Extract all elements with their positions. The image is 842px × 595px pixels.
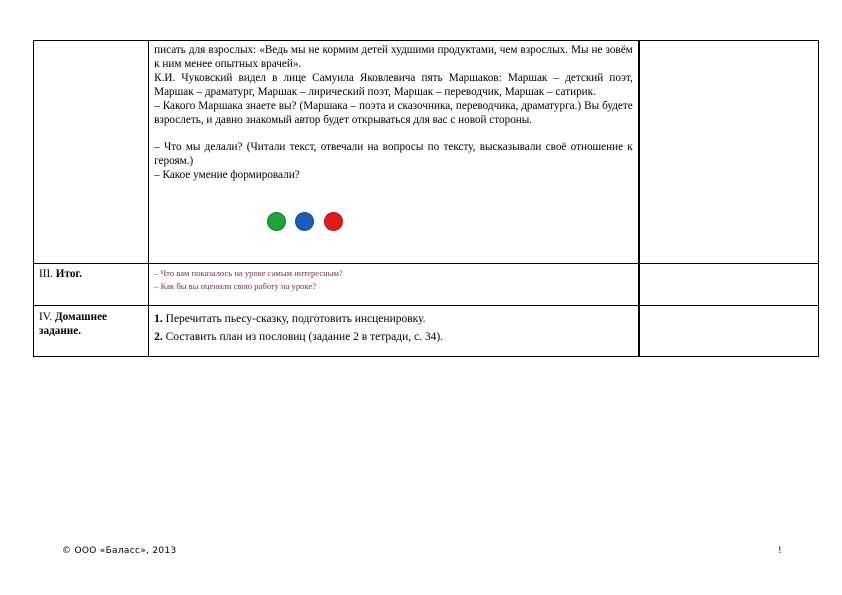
paragraph-chukovsky: К.И. Чуковский видел в лице Самуила Яковлевича пять Маршаков: Маршак – детский поэт, Маршак – драматург, Маршак – лирический поэт, Маршак – переводчик, Маршак – сатирик. — [154, 72, 633, 98]
paragraph-what-did: – Что мы делали? (Читали текст, отвечали на вопросы по тексту, высказывали своё отношение к героям.) — [154, 141, 633, 167]
lesson-plan-table — [33, 40, 819, 357]
homework-task — [154, 328, 633, 346]
content-cell — [149, 306, 639, 357]
task-number: 1. — [154, 313, 163, 325]
stage-cell — [34, 264, 149, 306]
paragraph-what-skill: – Какое умение формировали? — [154, 169, 300, 181]
green-dot — [267, 212, 286, 231]
paragraph-quote: писать для взрослых: «Ведь мы не кормим детей худшими продуктами, чем взрослых. Мы не зовём к ним менее опытных врачей». — [154, 44, 633, 70]
stage-title: Домашнее задание. — [39, 311, 108, 337]
notes-cell — [639, 264, 819, 306]
summary-question: – Что вам показалось на уроке самым интересным? — [154, 268, 343, 278]
task-text: Перечитать пьесу-сказку, подготовить инсценировку. — [165, 313, 426, 325]
paragraph-question-marshak: – Какого Маршака знаете вы? (Маршака – поэта и сказочника, переводчика, драматурга.) Вы будете взрослеть, и давно знакомый автор будет открываться для вас с новой стороны. — [154, 100, 633, 126]
summary-question: – Как бы вы оценили свою работу на уроке? — [154, 281, 317, 291]
stage-cell — [34, 306, 149, 357]
self-assessment-dots — [267, 212, 357, 232]
stage-cell — [34, 41, 149, 264]
table-row — [34, 306, 819, 357]
notes-cell — [639, 41, 819, 264]
stage-number: III. — [39, 268, 53, 280]
task-number: 2. — [154, 331, 163, 343]
homework-task — [154, 310, 633, 328]
task-text: Составить план из пословиц (задание 2 в тетради, с. 34). — [165, 331, 444, 343]
spacer — [154, 127, 633, 140]
stage-title: Итог. — [55, 268, 83, 280]
table-row — [34, 41, 819, 264]
table-row — [34, 264, 819, 306]
red-dot — [324, 212, 343, 231]
blue-dot — [295, 212, 314, 231]
content-cell — [149, 41, 639, 264]
notes-cell — [639, 306, 819, 357]
page-number: ! — [778, 546, 782, 556]
content-cell — [149, 264, 639, 306]
footer-copyright: © ООО «Баласс», 2013 — [62, 546, 177, 556]
stage-number: IV. — [39, 311, 53, 323]
